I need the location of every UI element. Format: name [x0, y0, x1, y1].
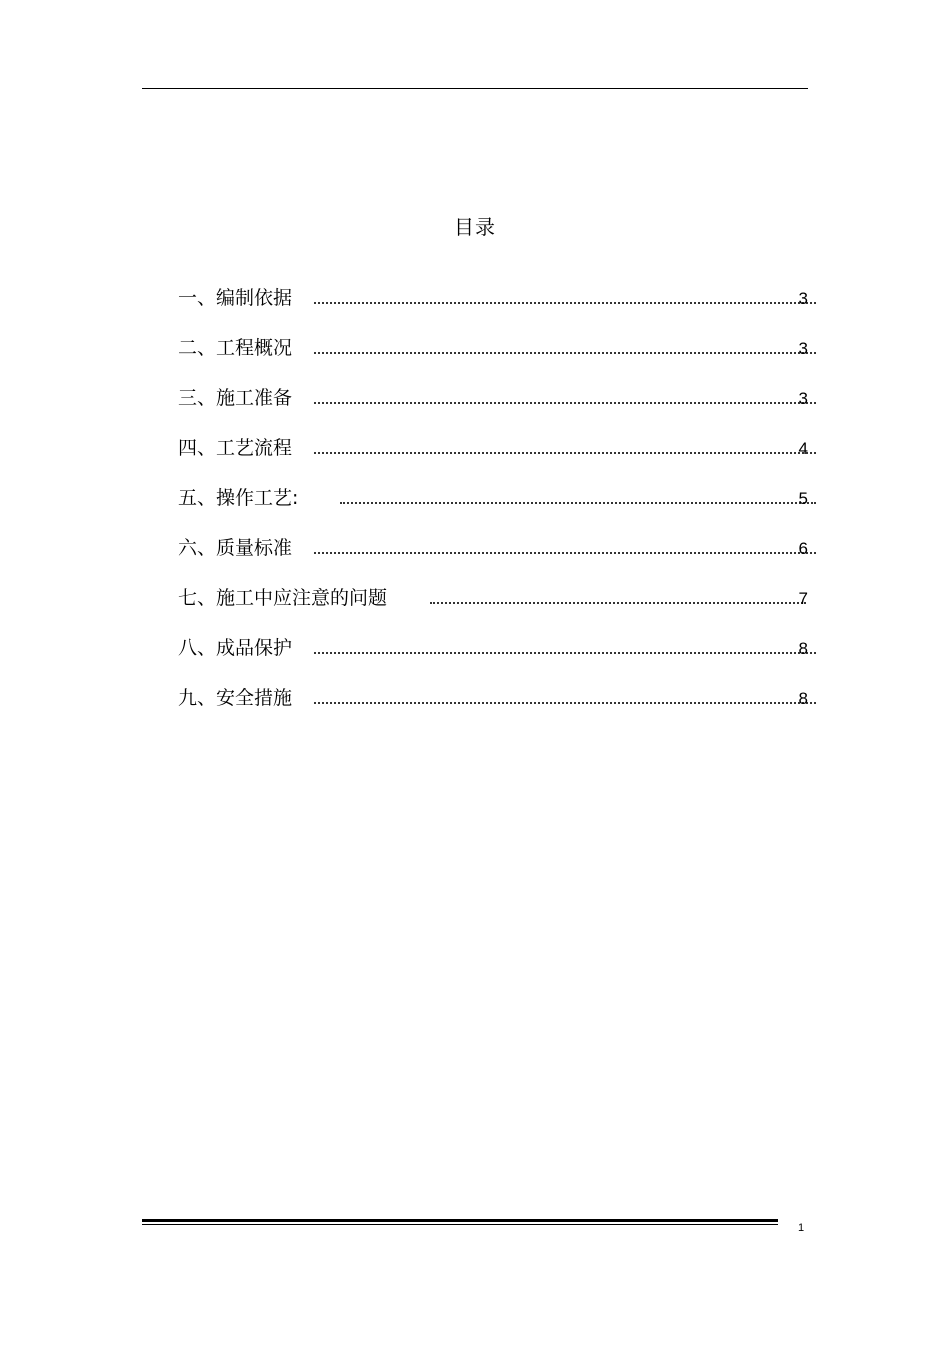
footer-rule	[142, 1219, 778, 1222]
dot-leader	[314, 452, 816, 454]
page-number: 1	[798, 1222, 805, 1234]
dot-leader	[314, 552, 816, 554]
toc-entry-page: 3	[798, 289, 808, 308]
toc-entry-page: 6	[798, 539, 808, 558]
toc-entry-9[interactable]	[178, 683, 818, 733]
toc-entry-label: 五、操作工艺:	[178, 487, 299, 509]
toc-entry-label: 一、编制依据	[178, 287, 293, 309]
toc-entry-page: 3	[798, 339, 808, 358]
toc-entry-5[interactable]	[178, 483, 818, 533]
table-of-contents	[178, 283, 818, 733]
toc-entry-label: 六、质量标准	[178, 537, 293, 559]
footer-rule-thin	[142, 1224, 778, 1225]
toc-entry-label: 七、施工中应注意的问题	[178, 587, 388, 609]
toc-entry-label: 九、安全措施	[178, 687, 293, 709]
toc-entry-6[interactable]	[178, 533, 818, 583]
toc-entry-page: 3	[798, 389, 808, 408]
toc-entry-page: 7	[798, 589, 808, 608]
toc-entry-1[interactable]	[178, 283, 818, 333]
toc-entry-page: 5	[798, 489, 808, 508]
dot-leader	[314, 702, 816, 704]
dot-leader	[314, 402, 816, 404]
toc-entry-label: 二、工程概况	[178, 337, 293, 359]
dot-leader	[314, 652, 816, 654]
toc-entry-page: 4	[798, 439, 808, 458]
toc-entry-2[interactable]	[178, 333, 818, 383]
toc-entry-label: 八、成品保护	[178, 637, 293, 659]
toc-entry-page: 8	[798, 639, 808, 658]
toc-entry-page: 8	[798, 689, 808, 708]
toc-entry-3[interactable]	[178, 383, 818, 433]
header-rule	[142, 88, 808, 89]
toc-entry-8[interactable]	[178, 633, 818, 683]
dot-leader	[340, 502, 816, 504]
dot-leader	[314, 302, 816, 304]
dot-leader	[430, 602, 806, 604]
toc-entry-7[interactable]	[178, 583, 818, 633]
dot-leader	[314, 352, 816, 354]
toc-entry-label: 四、工艺流程	[178, 437, 293, 459]
toc-title: 目录	[454, 215, 496, 239]
toc-entry-4[interactable]	[178, 433, 818, 483]
toc-entry-label: 三、施工准备	[178, 387, 293, 409]
